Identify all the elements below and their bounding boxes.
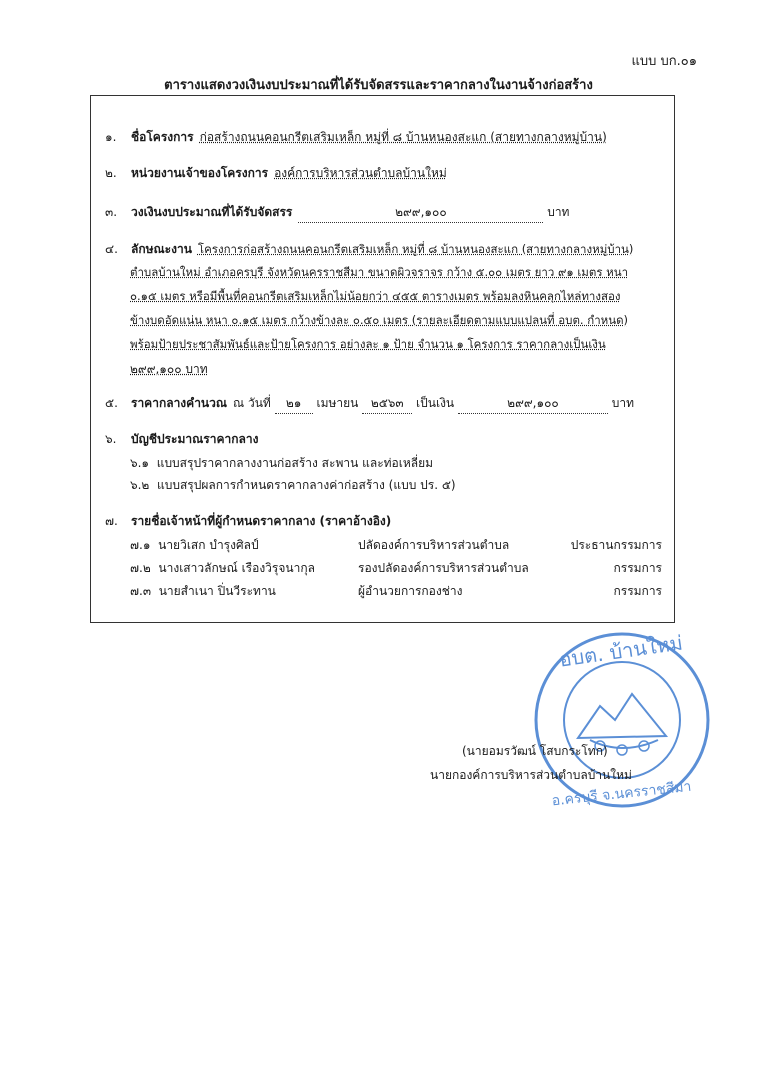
item-price-lists: [105, 430, 264, 449]
description-line: พร้อมป้ายประชาสัมพันธ์และป้ายโครงการ อย่างละ ๑ ป้าย จำนวน ๑ โครงการ ราคากลางเป็นเงิน: [130, 337, 606, 351]
staff-person: นางเสาวลักษณ์ เรืองวิรุจนากุล: [158, 561, 315, 575]
item-label: วงเงินงบประมาณที่ได้รับจัดสรร: [131, 205, 293, 219]
form-code: แบบ บก.๐๑: [631, 54, 697, 69]
item-project-name: [105, 128, 607, 147]
item-number: ๑.: [105, 130, 117, 144]
description-line: ๐.๑๕ เมตร หรือมีพื้นที่คอนกรีตเสริมเหล็กไม่น้อยกว่า ๔๕๕ ตารางเมตร พร้อมลงหินคลุกไหล่ทางสอง: [130, 289, 621, 303]
date-month: เมษายน: [316, 396, 359, 410]
staff-role: กรรมการ: [613, 584, 662, 598]
money-label: เป็นเงิน: [416, 396, 455, 410]
calculated-unit: บาท: [611, 396, 635, 410]
document-title: ตารางแสดงวงเงินงบประมาณที่ได้รับจัดสรรและราคากลางในงานจ้างก่อสร้าง: [164, 78, 593, 93]
staff-role: กรรมการ: [613, 561, 662, 575]
item-number: ๕.: [105, 396, 118, 410]
item-number: ๖.: [105, 432, 117, 446]
sub-number: ๖.๑: [130, 456, 150, 470]
item-number: ๔.: [105, 242, 118, 256]
description-line: ข้างบดอัดแน่น หนา ๐.๑๕ เมตร กว้างข้างละ ๐.๕๐ เมตร (รายละเอียดตามแบบแปลนที่ อบต. กำหนด): [130, 313, 629, 327]
staff-position: ปลัดองค์การบริหารส่วนตำบล: [358, 538, 510, 552]
item-label: ราคากลางคำนวณ: [131, 396, 228, 410]
staff-name: [130, 582, 276, 601]
date-year: ๒๕๖๓: [362, 394, 412, 414]
staff-number: ๗.๓: [130, 584, 152, 598]
item-calculated-price: [105, 394, 634, 414]
official-seal-stamp: [530, 628, 715, 813]
owner-agency-value: องค์การบริหารส่วนตำบลบ้านใหม่: [274, 166, 447, 180]
sub-number: ๖.๒: [130, 478, 150, 492]
item-budget: [105, 203, 569, 223]
calculated-amount: ๒๙๙,๑๐๐: [458, 394, 608, 414]
item-number: ๒.: [105, 166, 117, 180]
date-day: ๒๑: [275, 394, 313, 414]
item-label: ลักษณะงาน: [131, 242, 192, 256]
staff-role: ประธานกรรมการ: [570, 538, 662, 552]
price-list-item: [130, 476, 456, 495]
description-line: โครงการก่อสร้างถนนคอนกรีตเสริมเหล็ก หมู่ที่ ๘ บ้านหนองสะแก (สายทางกลางหมู่บ้าน): [197, 242, 634, 256]
staff-number: ๗.๑: [130, 538, 151, 552]
svg-text:อ.ครบุรี จ.นครราชสีมา: อ.ครบุรี จ.นครราชสีมา: [551, 778, 693, 810]
item-label: หน่วยงานเจ้าของโครงการ: [131, 166, 269, 180]
staff-position: ผู้อำนวยการกองช่าง: [358, 584, 463, 598]
budget-amount: ๒๙๙,๑๐๐: [298, 203, 543, 223]
item-owner-agency: [105, 164, 447, 183]
description-line: ตำบลบ้านใหม่ อำเภอครบุรี จังหวัดนครราชสีมา ขนาดผิวจราจร กว้าง ๕.๐๐ เมตร ยาว ๙๑ เมตร หนา: [130, 265, 629, 279]
budget-unit: บาท: [547, 205, 570, 219]
staff-name: [130, 559, 315, 578]
price-list-item: [130, 454, 433, 473]
item-label: ชื่อโครงการ: [131, 130, 194, 144]
item-label: รายชื่อเจ้าหน้าที่ผู้กำหนดราคากลาง (ราคาอ้างอิง): [131, 514, 392, 528]
project-name-value: ก่อสร้างถนนคอนกรีตเสริมเหล็ก หมู่ที่ ๘ บ้านหนองสะแก (สายทางกลางหมู่บ้าน): [199, 130, 607, 144]
item-label: บัญชีประมาณราคากลาง: [131, 432, 259, 446]
signatory-name: (นายอมรวัฒน์ โสบกระโทก): [462, 744, 608, 758]
signatory-title: นายกองค์การบริหารส่วนตำบลบ้านใหม่: [430, 768, 632, 782]
item-number: ๗.: [105, 514, 118, 528]
staff-number: ๗.๒: [130, 561, 151, 575]
staff-position: รองปลัดองค์การบริหารส่วนตำบล: [358, 561, 529, 575]
staff-person: นายสำเนา ปิ่นวีระทาน: [158, 584, 276, 598]
item-staff-list: [105, 512, 397, 531]
sub-text: แบบสรุปราคากลางงานก่อสร้าง สะพาน และท่อเหลี่ยม: [156, 456, 434, 470]
svg-text:อบต. บ้านใหม่: อบต. บ้านใหม่: [557, 630, 685, 672]
description-line: ๒๙๙,๑๐๐ บาท: [130, 362, 208, 376]
sub-text: แบบสรุปผลการกำหนดราคากลางค่าก่อสร้าง (แบบ ปร. ๕): [156, 478, 456, 492]
item-work-description: [105, 240, 633, 259]
date-prefix: ณ วันที่: [233, 396, 271, 410]
staff-name: [130, 536, 259, 555]
staff-person: นายวิเสก บำรุงศิลป์: [158, 538, 259, 552]
item-number: ๓.: [105, 205, 118, 219]
